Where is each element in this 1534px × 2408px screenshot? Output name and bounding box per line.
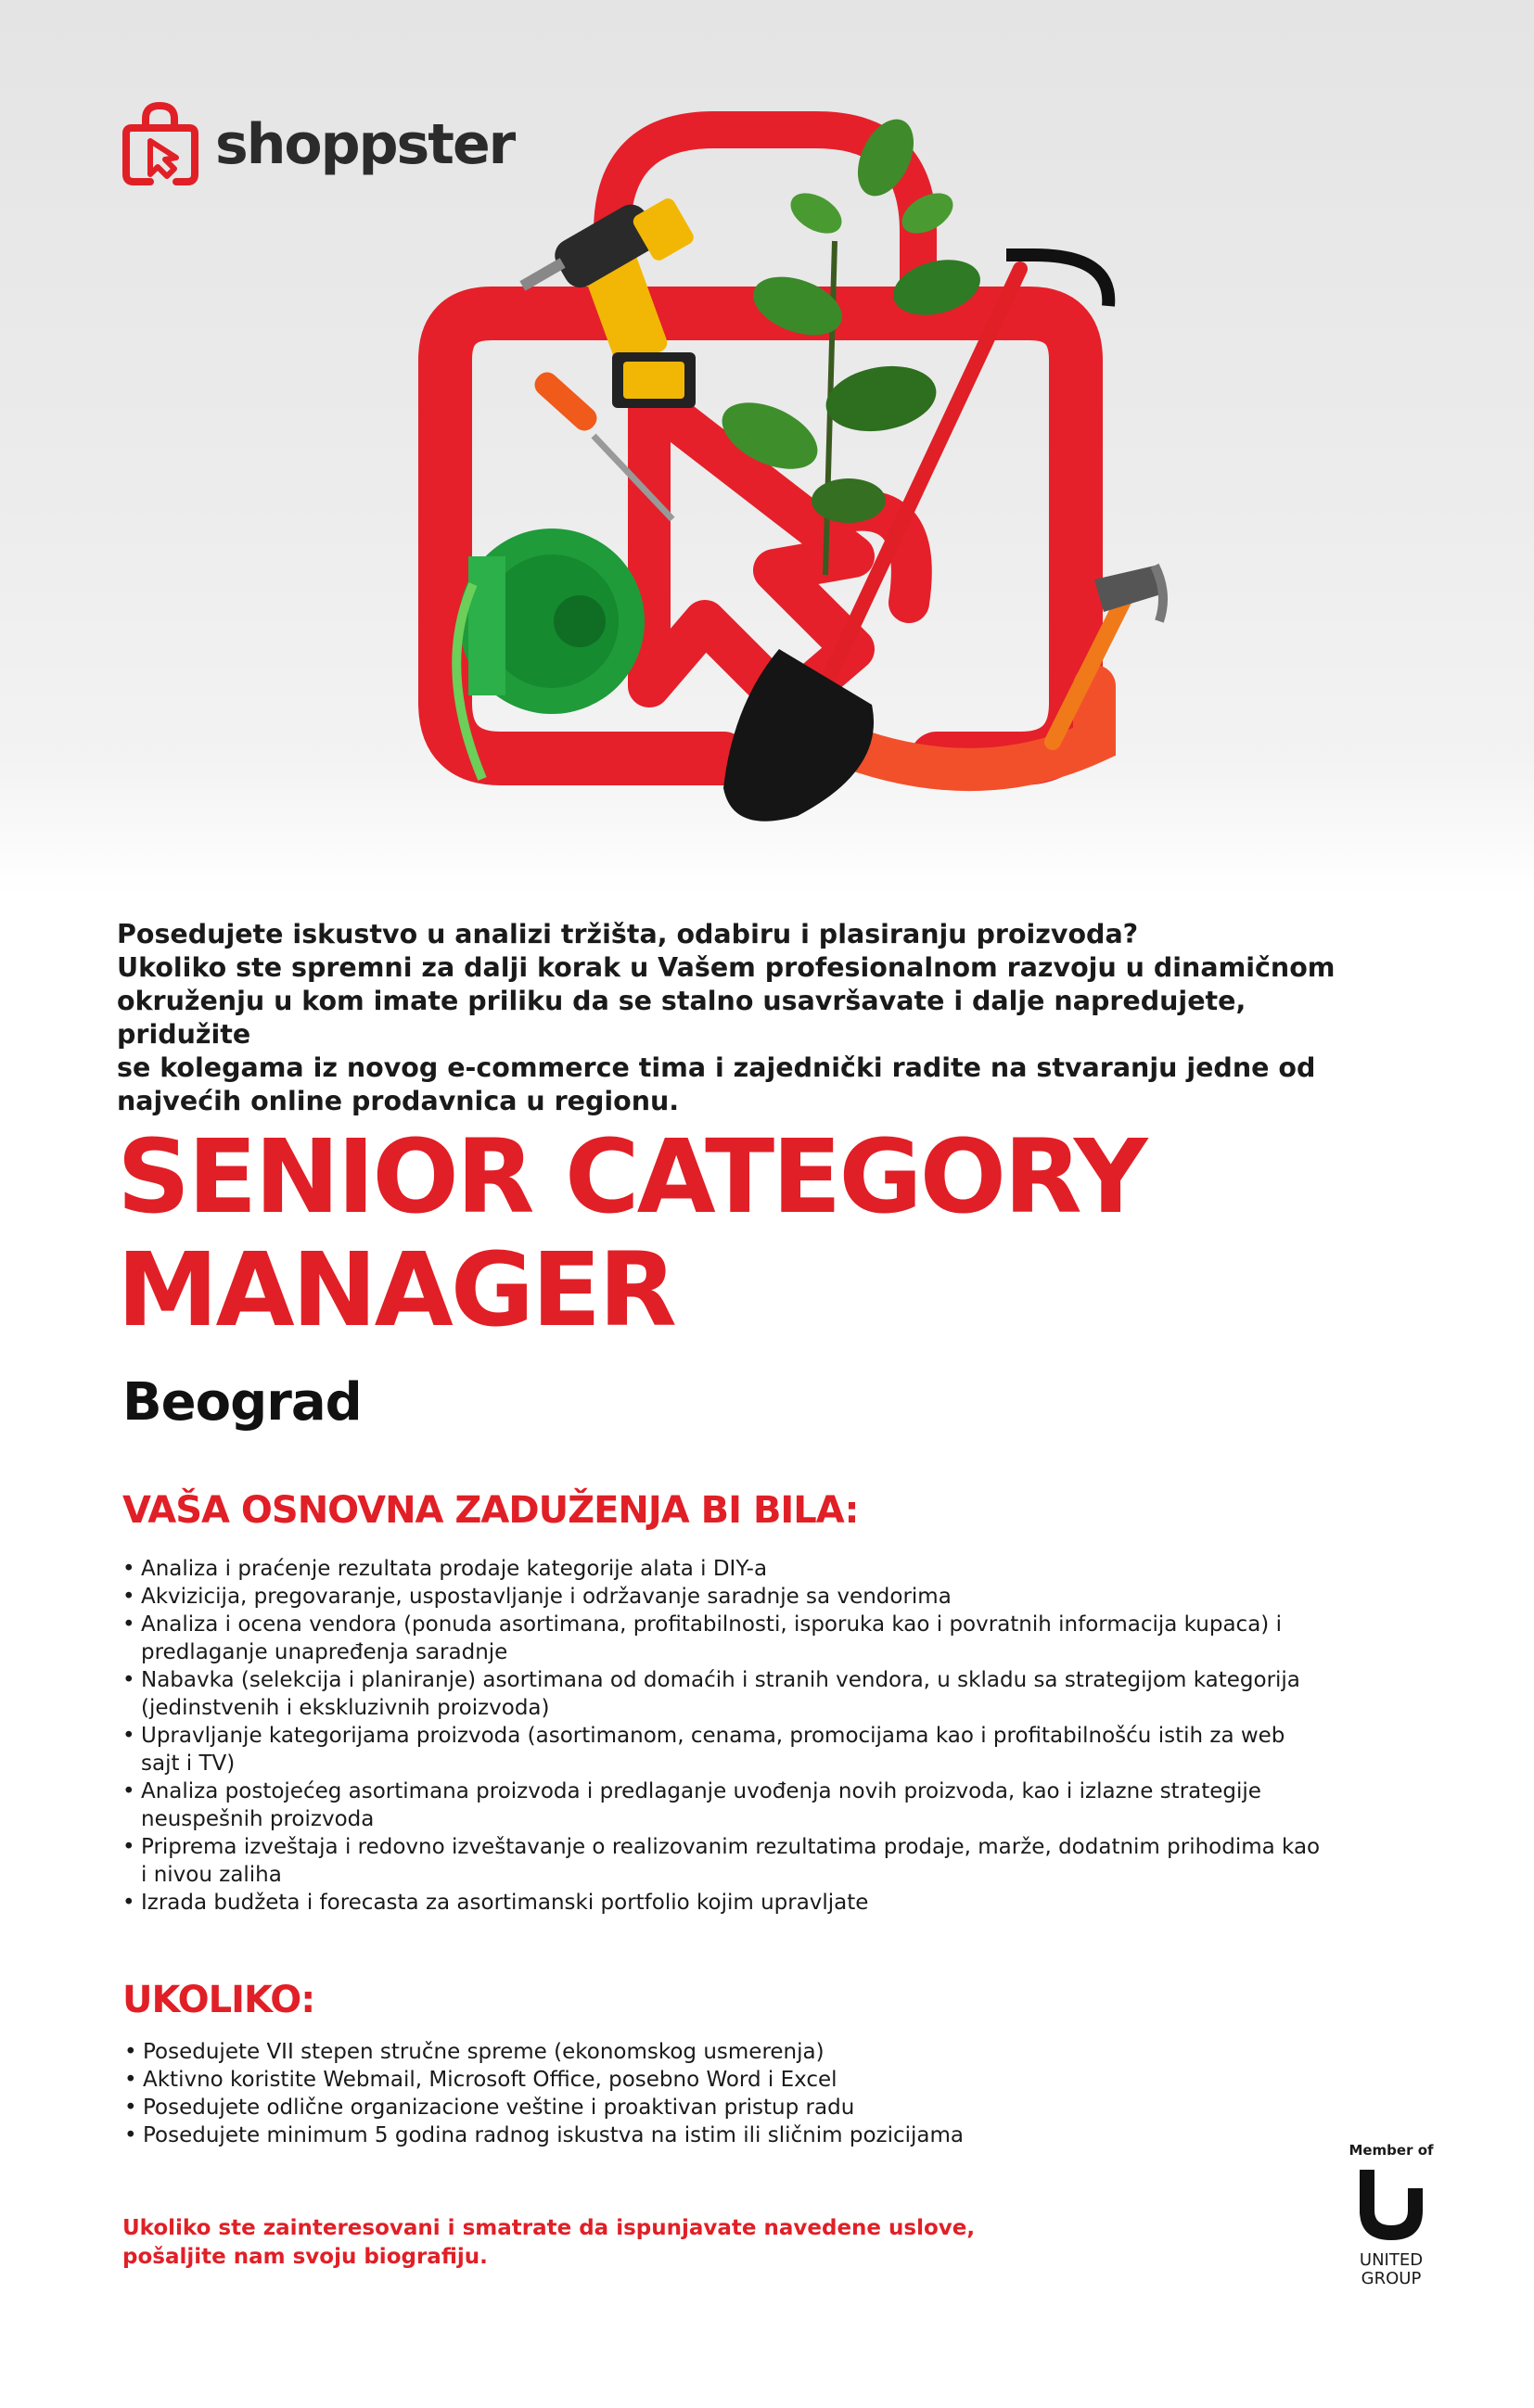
job-title bbox=[117, 1117, 1145, 1349]
hero-banner bbox=[0, 0, 1534, 895]
list-item: • Analiza i ocena vendora (ponuda asortimana, profitabilnosti, isporuka kao i povratnih informacija kupaca) i predlaganje unapređenja saradnje bbox=[121, 1611, 1419, 1666]
list-item: • Priprema izveštaja i redovno izveštavanje o realizovanim rezultatima prodaje, marže, dodatnim prihodima kao i nivou zaliha bbox=[121, 1833, 1419, 1889]
list-item: • Nabavka (selekcija i planiranje) asortimana od domaćih i stranih vendora, u skladu sa strategijom kategorija (jedinstvenih i ekskluzivnih proizvoda) bbox=[121, 1666, 1419, 1722]
cta-line: pošaljite nam svoju biografiju. bbox=[122, 2245, 488, 2269]
cta-line: Ukoliko ste zainteresovani i smatrate da ispunjavate navedene uslove, bbox=[122, 2216, 976, 2240]
duties-heading: VAŠA OSNOVNA ZADUŽENJA BI BILA: bbox=[122, 1489, 859, 1532]
job-title-line: MANAGER bbox=[117, 1230, 674, 1349]
intro-line: Ukoliko ste spremni za dalji korak u Vašem profesionalnom razvoju u dinamičnom bbox=[117, 952, 1336, 983]
list-item: • Analiza i praćenje rezultata prodaje kategorije alata i DIY-a bbox=[121, 1555, 1419, 1583]
requirements-heading: UKOLIKO: bbox=[122, 1979, 315, 2021]
call-to-action bbox=[122, 2214, 1050, 2272]
requirements-list bbox=[122, 2038, 1235, 2149]
united-group-logo-icon bbox=[1356, 2170, 1426, 2244]
intro-line: najvećih online prodavnica u regionu. bbox=[117, 1086, 680, 1116]
list-item: • Posedujete VII stepen stručne spreme (ekonomskog usmerenja) bbox=[122, 2038, 1235, 2066]
list-item: • Upravljanje kategorijama proizvoda (asortimanom, cenama, promocijama kao i profitabilnošću istih za web sajt i TV) bbox=[121, 1722, 1419, 1777]
intro-line: Posedujete iskustvo u analizi tržišta, odabiru i plasiranju proizvoda? bbox=[117, 919, 1139, 949]
job-location: Beograd bbox=[122, 1372, 362, 1433]
intro-line: okruženju u kom imate priliku da se stalno usavršavate i dalje napredujete, pridužite bbox=[117, 986, 1246, 1050]
member-of-badge bbox=[1336, 2142, 1447, 2288]
member-label: Member of bbox=[1349, 2142, 1434, 2159]
duties-list bbox=[121, 1555, 1419, 1917]
list-item: • Posedujete minimum 5 godina radnog iskustva na istim ili sličnim pozicijama bbox=[122, 2121, 1235, 2149]
shoppster-logo[interactable] bbox=[122, 100, 514, 189]
intro-line: se kolegama iz novog e-commerce tima i zajednički radite na stvaranju jedne od bbox=[117, 1052, 1316, 1083]
job-title-line: SENIOR CATEGORY bbox=[117, 1117, 1145, 1236]
list-item: • Izrada budžeta i forecasta za asortimanski portfolio kojim upravljate bbox=[121, 1889, 1419, 1917]
list-item: • Akvizicija, pregovaranje, uspostavljanje i održavanje saradnje sa vendorima bbox=[121, 1583, 1419, 1611]
shoppster-bag-icon bbox=[122, 100, 198, 189]
united-group-text: UNITED GROUP bbox=[1359, 2250, 1424, 2288]
list-item: • Analiza postojećeg asortimana proizvoda i predlaganje uvođenja novih proizvoda, kao i izlazne strategije neuspešnih proizvoda bbox=[121, 1777, 1419, 1833]
logo-text: shoppster bbox=[215, 112, 515, 177]
intro-text bbox=[117, 918, 1378, 1118]
list-item: • Aktivno koristite Webmail, Microsoft Office, posebno Word i Excel bbox=[122, 2066, 1235, 2094]
list-item: • Posedujete odlične organizacione veštine i proaktivan pristup radu bbox=[122, 2094, 1235, 2121]
